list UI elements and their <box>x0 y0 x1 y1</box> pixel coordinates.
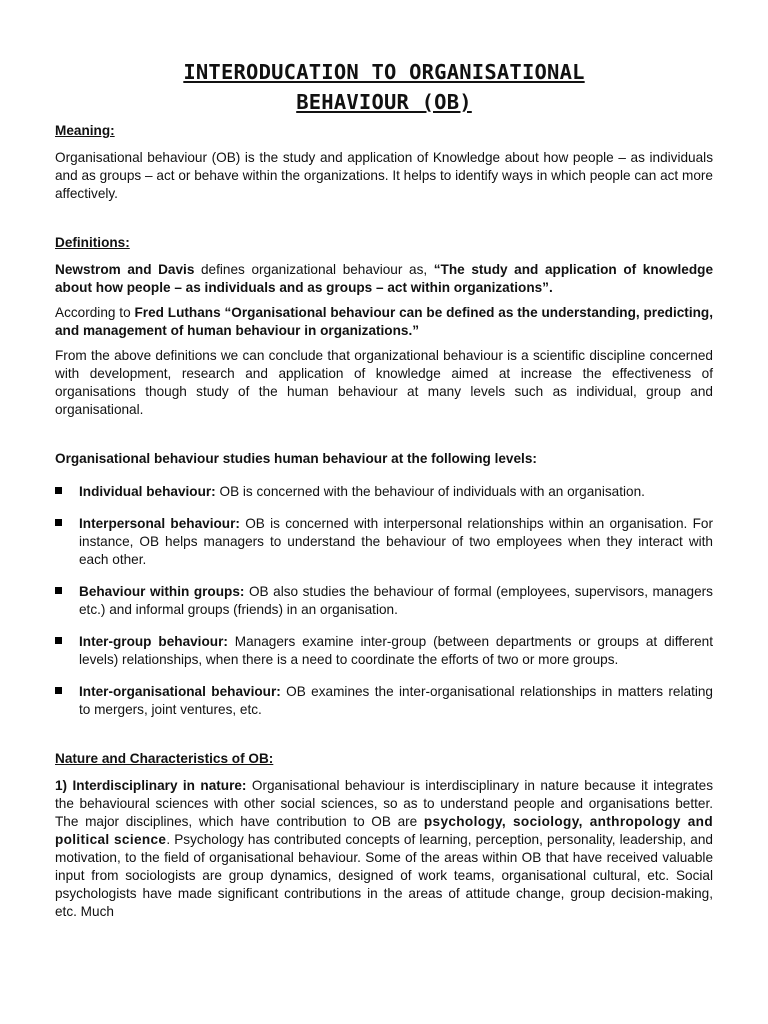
list-item-text: OB is concerned with interpersonal relationships within an organisation. For instance, OB helps managers to understand the behaviour of two employees when they interact with each other. <box>79 516 713 567</box>
definitions-heading: Definitions: <box>55 235 130 250</box>
definitions-conclusion: From the above definitions we can conclude that organizational behaviour is a scientific discipline concerned with development, research and application of knowledge aimed at increase the effectiveness of organisations though study of the human behaviour at many levels such as individual, group and organisational. <box>55 348 713 417</box>
list-item-text: OB also studies the behaviour of formal (employees, supervisors, managers etc.) and informal groups (friends) in an organisation. <box>79 584 713 617</box>
definition-connector: defines organizational behaviour as, <box>194 262 434 277</box>
list-item-term: Behaviour within groups: <box>79 584 245 599</box>
definition-author: Newstrom and Davis <box>55 262 195 277</box>
list-item <box>55 633 713 669</box>
definition-luthans <box>55 304 713 340</box>
title-line-2: BEHAVIOUR (OB) <box>296 90 472 114</box>
list-item <box>55 683 713 719</box>
list-item <box>55 483 713 501</box>
definition-quote: “The study and application of knowledge about how people – as individuals and as groups – act within organizations”. <box>55 262 714 295</box>
nature-point-text-continued: . Psychology has contributed concepts of learning, perception, personality, leadership, and motivation, to the field of organisational behaviour. Some of the areas within OB that have received valuable input from sociologists are group dynamics, designed of work teams, organisational cultural, etc. Social psychologists have made significant contributions in the areas of attitude change, group decision-making, etc. Much <box>55 832 713 919</box>
list-item-text: OB examines the inter-organisational relationships in matters relating to mergers, joint ventures, etc. <box>79 684 713 717</box>
square-bullet-icon <box>55 519 62 526</box>
meaning-heading: Meaning: <box>55 123 115 138</box>
nature-point-interdisciplinary <box>55 777 713 921</box>
levels-heading: Organisational behaviour studies human behaviour at the following levels: <box>55 451 537 466</box>
nature-section <box>55 750 713 921</box>
definition-quote: Fred Luthans “Organisational behaviour can be defined as the understanding, predicting, and management of human behaviour in organizations.” <box>55 305 713 338</box>
list-item <box>55 515 713 569</box>
list-item <box>55 583 713 619</box>
nature-point-text: Organisational behaviour is interdisciplinary in nature because it integrates the behavioural sciences with other social sciences, so as to understand people and organisations better. The major disciplines, which have contribution to OB are <box>55 778 713 829</box>
nature-disciplines: psychology, sociology, anthropology and political science <box>55 814 713 847</box>
document-body <box>55 122 713 928</box>
square-bullet-icon <box>55 687 62 694</box>
meaning-paragraph: Organisational behaviour (OB) is the study and application of Knowledge about how people – as individuals and as groups – act or behave within the organizations. It helps to identify ways in which people can act more affectively. <box>55 150 713 201</box>
nature-heading: Nature and Characteristics of OB: <box>55 751 274 766</box>
list-item-term: Individual behaviour: <box>79 484 216 499</box>
square-bullet-icon <box>55 487 62 494</box>
square-bullet-icon <box>55 637 62 644</box>
list-item-term: Inter-group behaviour: <box>79 634 228 649</box>
levels-list <box>55 483 713 719</box>
definitions-section <box>55 234 713 419</box>
meaning-section <box>55 122 713 203</box>
square-bullet-icon <box>55 587 62 594</box>
title-line-1: INTERODUCATION TO ORGANISATIONAL <box>183 60 585 84</box>
nature-point-term: 1) Interdisciplinary in nature: <box>55 778 247 793</box>
list-item-term: Inter-organisational behaviour: <box>79 684 281 699</box>
list-item-term: Interpersonal behaviour: <box>79 516 240 531</box>
document-title <box>0 57 768 117</box>
list-item-text: Managers examine inter-group (between departments or groups at different levels) relationships, when there is a need to coordinate the efforts of two or more groups. <box>79 634 713 667</box>
definition-newstrom-davis <box>55 261 713 297</box>
levels-section <box>55 450 713 719</box>
list-item-text: OB is concerned with the behaviour of individuals with an organisation. <box>215 484 645 499</box>
definition-prefix: According to <box>55 305 135 320</box>
